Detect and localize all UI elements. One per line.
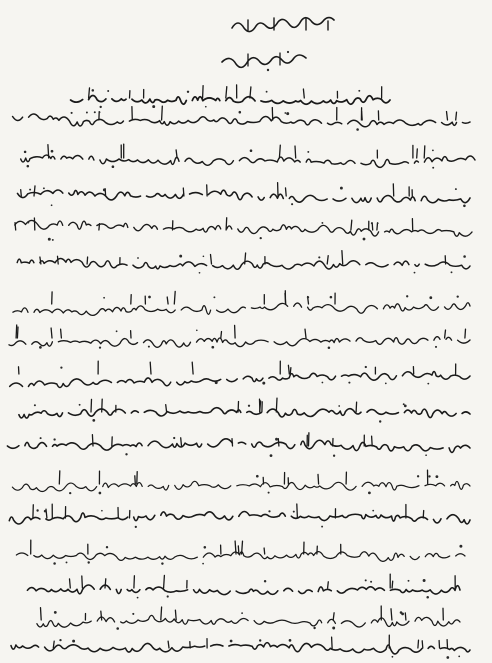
handwriting-line xyxy=(13,408,470,418)
handwriting-line xyxy=(7,439,470,453)
handwriting-line xyxy=(17,258,470,269)
handwriting-line xyxy=(18,190,470,203)
handwriting-line xyxy=(27,585,460,595)
handwriting-line xyxy=(11,643,470,654)
handwriting-line xyxy=(10,552,465,562)
handwriting-line xyxy=(13,114,470,127)
handwriting-line xyxy=(9,511,470,524)
handwriting-line xyxy=(71,96,390,105)
handwriting-line xyxy=(12,481,470,491)
handwriting-line xyxy=(7,303,470,316)
handwriting-line xyxy=(37,615,460,627)
handwriting-line xyxy=(15,155,475,167)
handwriting-line xyxy=(3,337,470,348)
handwriting-line xyxy=(10,372,470,388)
handwriting-line xyxy=(15,220,472,236)
